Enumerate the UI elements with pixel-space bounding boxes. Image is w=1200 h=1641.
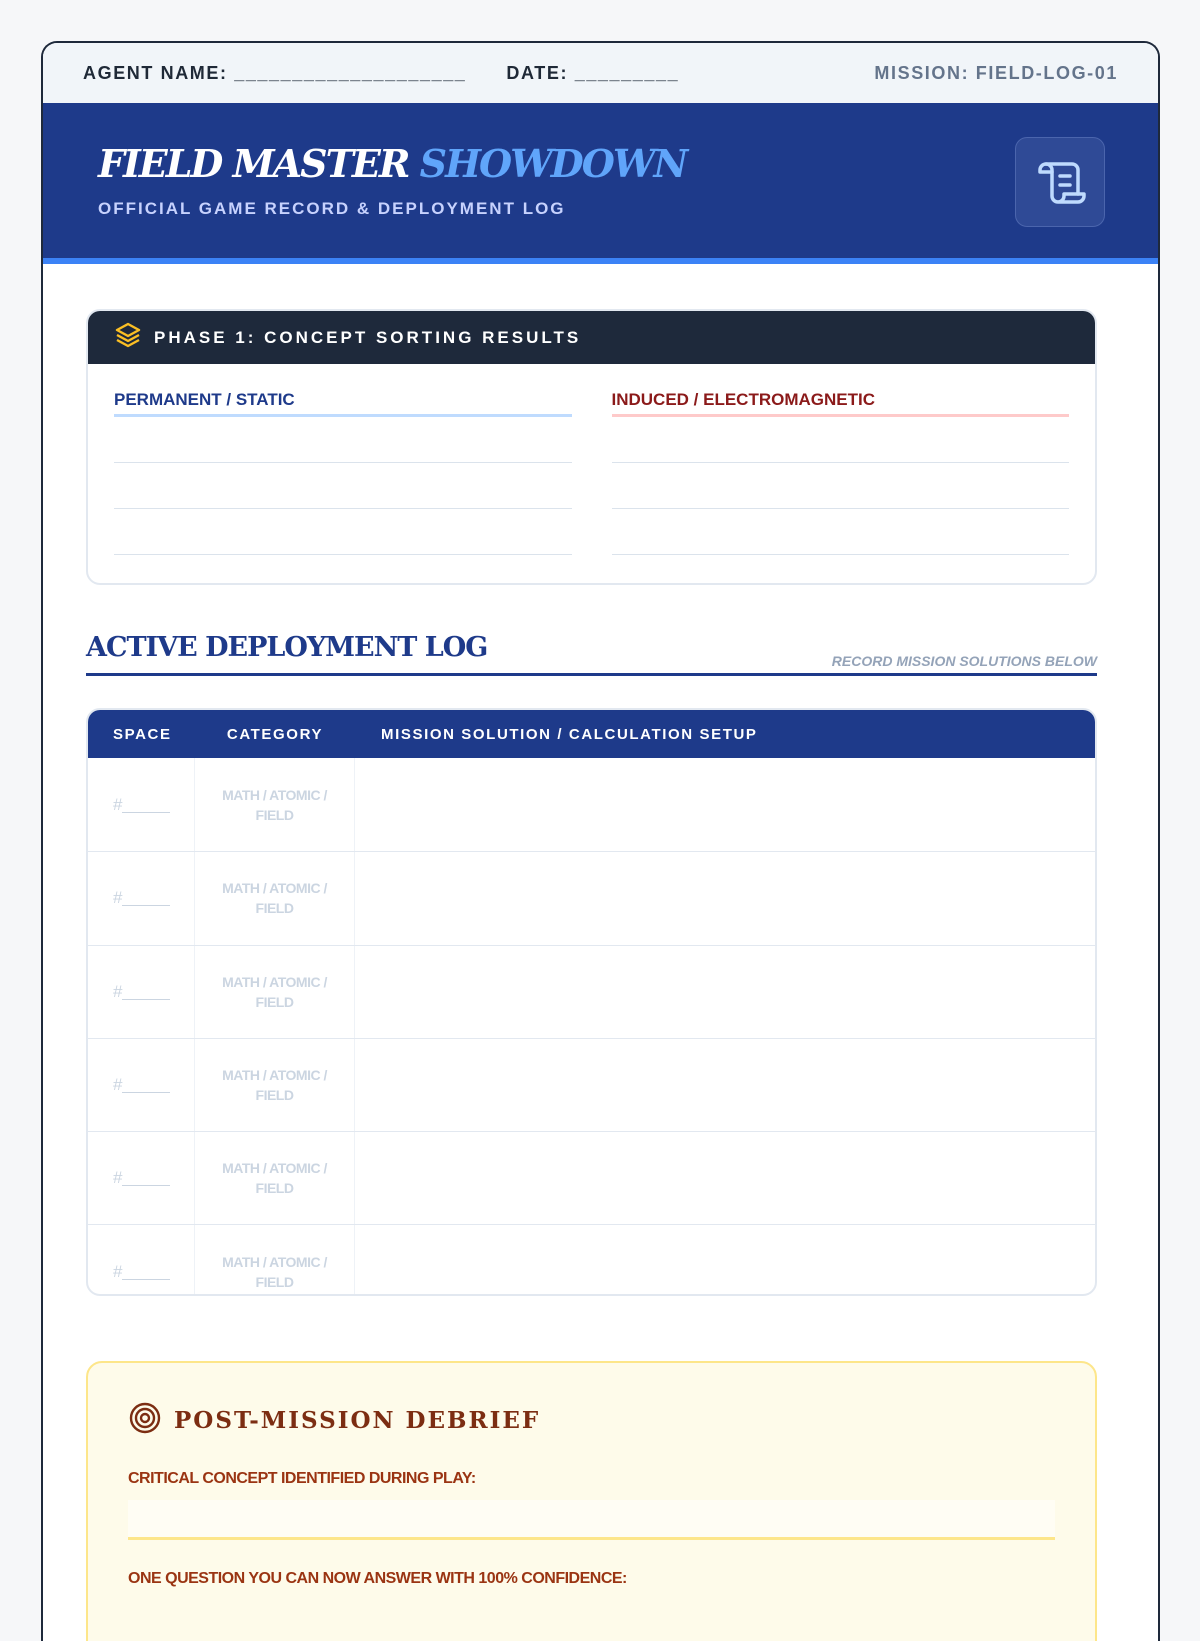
answer-line[interactable] bbox=[114, 509, 572, 555]
answer-line[interactable] bbox=[612, 509, 1070, 555]
permanent-column bbox=[114, 390, 572, 555]
category-cell[interactable]: MATH / ATOMIC / FIELD bbox=[195, 1225, 355, 1296]
deployment-log-note: RECORD MISSION SOLUTIONS BELOW bbox=[831, 653, 1097, 669]
table-header bbox=[88, 710, 1095, 758]
title-part-1: FIELD MASTER bbox=[98, 141, 409, 186]
target-icon bbox=[128, 1401, 162, 1440]
debrief-question-2: ONE QUESTION YOU CAN NOW ANSWER WITH 100% CONFIDENCE: bbox=[128, 1570, 627, 1587]
layers-icon bbox=[114, 321, 142, 354]
induced-heading: INDUCED / ELECTROMAGNETIC bbox=[612, 390, 1070, 417]
debrief-title: POST-MISSION DEBRIEF bbox=[174, 1407, 541, 1434]
space-blank[interactable] bbox=[122, 984, 170, 1000]
date-field[interactable] bbox=[506, 63, 679, 84]
deployment-log-title: ACTIVE DEPLOYMENT LOG bbox=[86, 632, 488, 663]
date-label: DATE: bbox=[506, 62, 569, 83]
table-row bbox=[88, 758, 1095, 851]
solution-cell[interactable] bbox=[355, 1132, 1095, 1224]
space-blank[interactable] bbox=[122, 1170, 170, 1186]
header-banner bbox=[43, 103, 1158, 264]
table-row bbox=[88, 851, 1095, 944]
category-cell[interactable]: MATH / ATOMIC / FIELD bbox=[195, 758, 355, 851]
space-label: # bbox=[113, 794, 123, 814]
space-label: # bbox=[113, 981, 123, 1001]
debrief-card bbox=[86, 1361, 1097, 1641]
table-row bbox=[88, 1131, 1095, 1224]
table-row bbox=[88, 1038, 1095, 1131]
header-solution: MISSION SOLUTION / CALCULATION SETUP bbox=[381, 725, 758, 743]
space-label: # bbox=[113, 1168, 123, 1188]
header-category: CATEGORY bbox=[226, 725, 324, 743]
header-space: SPACE bbox=[113, 725, 172, 743]
debrief-answer-1[interactable] bbox=[128, 1500, 1055, 1540]
answer-line[interactable] bbox=[612, 417, 1070, 463]
solution-cell[interactable] bbox=[355, 758, 1095, 851]
category-cell[interactable]: MATH / ATOMIC / FIELD bbox=[195, 1039, 355, 1131]
info-bar bbox=[43, 43, 1158, 103]
space-label: # bbox=[113, 888, 123, 908]
space-cell[interactable] bbox=[88, 1225, 195, 1296]
phase1-header bbox=[88, 311, 1095, 364]
answer-line[interactable] bbox=[114, 463, 572, 509]
space-label: # bbox=[113, 1075, 123, 1095]
date-blank[interactable]: _________ bbox=[574, 62, 680, 83]
space-blank[interactable] bbox=[122, 1264, 170, 1280]
category-cell[interactable]: MATH / ATOMIC / FIELD bbox=[195, 1132, 355, 1224]
space-label: # bbox=[113, 1261, 123, 1281]
worksheet bbox=[41, 41, 1160, 1641]
answer-line[interactable] bbox=[612, 463, 1070, 509]
space-cell[interactable] bbox=[88, 946, 195, 1038]
agent-name-blank[interactable]: ____________________ bbox=[234, 62, 467, 83]
space-blank[interactable] bbox=[122, 1077, 170, 1093]
space-cell[interactable] bbox=[88, 1039, 195, 1131]
agent-name-field[interactable] bbox=[83, 63, 466, 84]
solution-cell[interactable] bbox=[355, 1039, 1095, 1131]
solution-cell[interactable] bbox=[355, 852, 1095, 944]
table-row bbox=[88, 1224, 1095, 1296]
title-part-2: SHOWDOWN bbox=[419, 141, 687, 186]
space-blank[interactable] bbox=[122, 797, 170, 813]
solution-cell[interactable] bbox=[355, 946, 1095, 1038]
debrief-question-1: CRITICAL CONCEPT IDENTIFIED DURING PLAY: bbox=[128, 1470, 476, 1487]
mission-id: MISSION: FIELD-LOG-01 bbox=[874, 62, 1118, 83]
page-subtitle: OFFICIAL GAME RECORD & DEPLOYMENT LOG bbox=[98, 199, 566, 218]
answer-line[interactable] bbox=[114, 417, 572, 463]
solution-cell[interactable] bbox=[355, 1225, 1095, 1296]
category-cell[interactable]: MATH / ATOMIC / FIELD bbox=[195, 946, 355, 1038]
space-cell[interactable] bbox=[88, 758, 195, 851]
scroll-icon bbox=[1015, 137, 1105, 227]
agent-name-label: AGENT NAME: bbox=[83, 62, 228, 83]
space-cell[interactable] bbox=[88, 852, 195, 944]
induced-column bbox=[612, 390, 1070, 555]
table-row bbox=[88, 945, 1095, 1038]
space-cell[interactable] bbox=[88, 1132, 195, 1224]
space-blank[interactable] bbox=[122, 890, 170, 906]
permanent-heading: PERMANENT / STATIC bbox=[114, 390, 572, 417]
phase1-card bbox=[86, 309, 1097, 585]
category-cell[interactable]: MATH / ATOMIC / FIELD bbox=[195, 852, 355, 944]
deployment-log-heading bbox=[86, 634, 1097, 676]
phase1-title: PHASE 1: CONCEPT SORTING RESULTS bbox=[154, 327, 582, 347]
page-title bbox=[98, 141, 1158, 187]
deployment-table bbox=[86, 708, 1097, 1296]
